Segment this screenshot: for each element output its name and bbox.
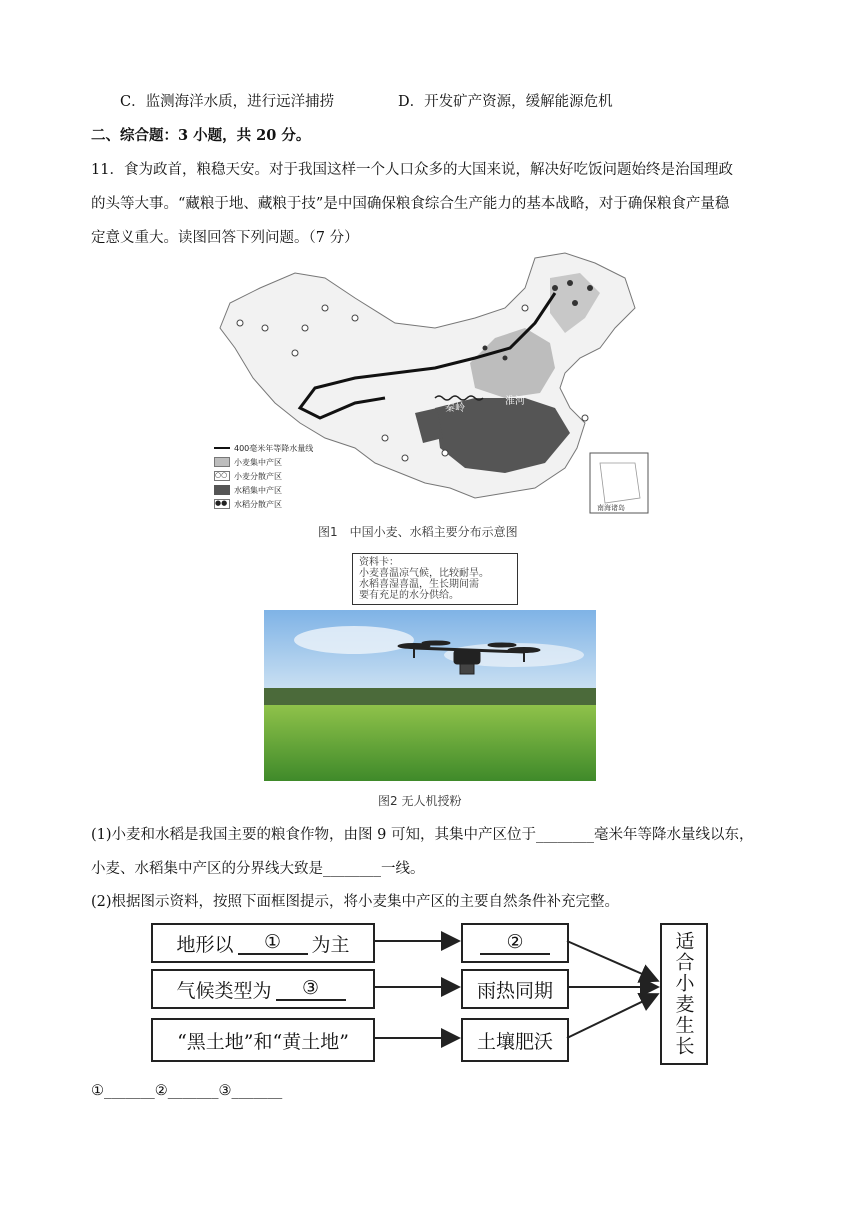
photo-caption: 图2 无人机授粉: [378, 794, 462, 808]
legend-item-rice-scattered: ●● 水稻分散产区: [215, 499, 282, 509]
sub1-line1: (1)小麦和水稻是我国主要的粮食作物，由图 9 可知，其集中产区位于________毫米年等降水量线以东，: [91, 827, 754, 843]
sub1-line2: 小麦、水稻集中产区的分界线大致是________一线。: [91, 861, 425, 877]
arrow-4: [567, 941, 656, 980]
blank-1[interactable]: ①: [238, 931, 308, 955]
legend-item-rice-concentrated: 水稻集中产区: [214, 483, 313, 497]
flow-box-result: 适合小麦生长: [660, 923, 708, 1065]
arrow-6: [567, 995, 656, 1038]
flow-box-terrain: 地形以 ① 为主: [151, 923, 375, 963]
flow-box-rain-heat: 雨热同期: [461, 969, 569, 1009]
answer-line[interactable]: ①_______②_______③_______: [91, 1083, 283, 1099]
info-card-line1: 小麦喜温凉气候，比较耐旱。: [359, 568, 489, 579]
section-heading: 二、综合题：3 小题，共 20 分。: [91, 127, 311, 144]
label-qinling: 秦岭: [445, 403, 465, 414]
q11-intro-line1: 11．食为政首，粮稳天安。对于我国这样一个人口众多的大国来说，解决好吃饭问题始终是治国理政: [91, 162, 733, 178]
sub2-line1: (2)根据图示资料，按照下面框图提示，将小麦集中产区的主要自然条件补充完整。: [91, 894, 620, 910]
blank-2[interactable]: ②: [480, 931, 550, 955]
q11-intro-line2: 的头等大事。“藏粮于地、藏粮于技”是中国确保粮食综合生产能力的基本战略，对于确保粮食产量稳: [91, 196, 730, 212]
legend-item-wheat-concentrated: 小麦集中产区: [214, 455, 313, 469]
info-card-title: 资料卡：: [359, 557, 399, 568]
info-card-line3: 要有充足的水分供给。: [359, 590, 459, 601]
option-d: D．开发矿产资源，缓解能源危机: [398, 94, 613, 110]
legend-item-isohyet: 400毫米年等降水量线: [214, 441, 313, 455]
label-nanhai: 南海诸岛: [597, 504, 625, 512]
map-caption: 图1 中国小麦、水稻主要分布示意图: [318, 525, 518, 539]
flow-box-climate: 气候类型为 ③: [151, 969, 375, 1009]
flow-box-soil-type: “黑土地”和“黄土地”: [151, 1018, 375, 1062]
flow-box-fertile: 土壤肥沃: [461, 1018, 569, 1062]
legend-item-wheat-scattered: ○○ 小麦分散产区: [215, 471, 282, 481]
q11-intro-line3: 定意义重大。读图回答下列问题。（7 分）: [91, 230, 359, 246]
label-huaihe: 淮河: [505, 396, 525, 407]
option-c: C．监测海洋水质，进行远洋捕捞: [120, 94, 335, 110]
blank-3[interactable]: ③: [276, 977, 346, 1001]
info-card-line2: 水稻喜湿喜温，生长期间需: [359, 579, 479, 590]
